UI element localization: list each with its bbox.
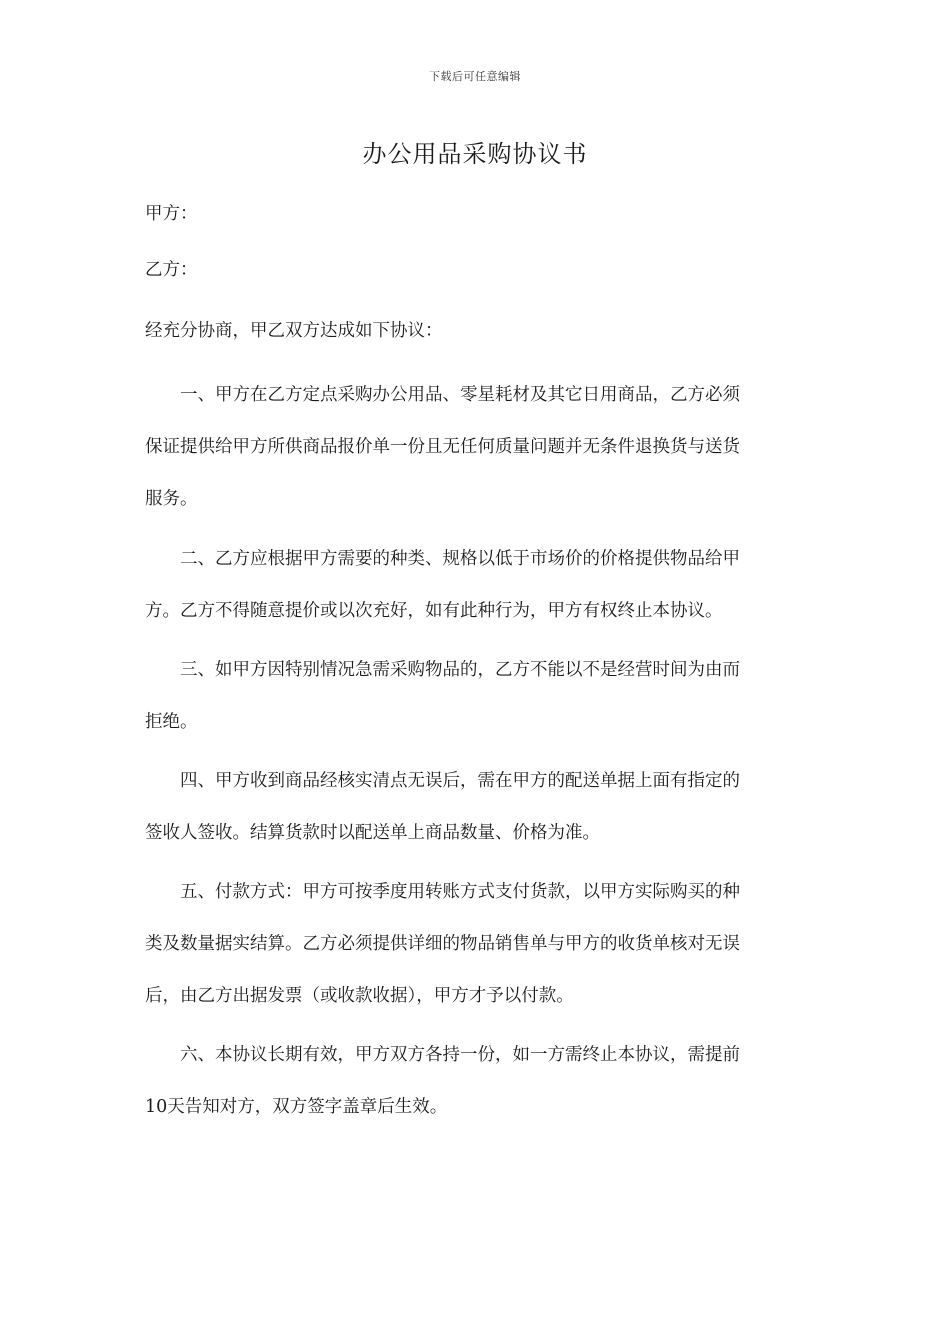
clause-line: 四、甲方收到商品经核实清点无误后，需在甲方的配送单据上面有指定的 <box>180 771 740 791</box>
clause-line: 拒绝。 <box>145 712 198 732</box>
clause-line: 类及数量据实结算。乙方必须提供详细的物品销售单与甲方的收货单核对无误 <box>145 934 740 954</box>
party-b-text: 乙方： <box>145 260 198 280</box>
clause-6 <box>145 1029 800 1133</box>
clause-line: 方。乙方不得随意提价或以次充好，如有此种行为，甲方有权终止本协议。 <box>145 601 723 621</box>
preface-paragraph <box>145 306 800 356</box>
clause-line: 后，由乙方出据发票（或收款收据），甲方才予以付款。 <box>145 986 574 1006</box>
party-a-text: 甲方： <box>145 204 198 224</box>
clause-1 <box>145 369 800 525</box>
clause-line: 保证提供给甲方所供商品报价单一份且无任何质量问题并无条件退换货与送货 <box>145 437 740 457</box>
clause-4 <box>145 755 800 859</box>
preface-text: 经充分协商，甲乙双方达成如下协议： <box>145 321 443 341</box>
clause-line: 六、本协议长期有效，甲方双方各持一份，如一方需终止本协议，需提前 <box>180 1045 740 1065</box>
clause-5 <box>145 866 800 1022</box>
clause-3 <box>145 644 800 748</box>
header-note: 下载后可任意编辑 <box>429 70 521 83</box>
clause-line: 五、付款方式：甲方可按季度用转账方式支付货款，以甲方实际购买的种 <box>180 882 740 902</box>
document-title: 办公用品采购协议书 <box>362 140 588 168</box>
clause-2 <box>145 533 800 637</box>
party-a-label <box>145 189 800 239</box>
clause-line: 二、乙方应根据甲方需要的种类、规格以低于市场价的价格提供物品给甲 <box>180 549 740 569</box>
clause-line: 签收人签收。结算货款时以配送单上商品数量、价格为准。 <box>145 823 600 843</box>
clause-line: 服务。 <box>145 489 198 509</box>
clause-line: 一、甲方在乙方定点采购办公用品、零星耗材及其它日用商品，乙方必须 <box>180 385 740 405</box>
clause-line: 三、如甲方因特别情况急需采购物品的，乙方不能以不是经营时间为由而 <box>180 660 740 680</box>
clause-line: 10天告知对方，双方签字盖章后生效。 <box>145 1097 448 1117</box>
party-b-label <box>145 245 800 295</box>
